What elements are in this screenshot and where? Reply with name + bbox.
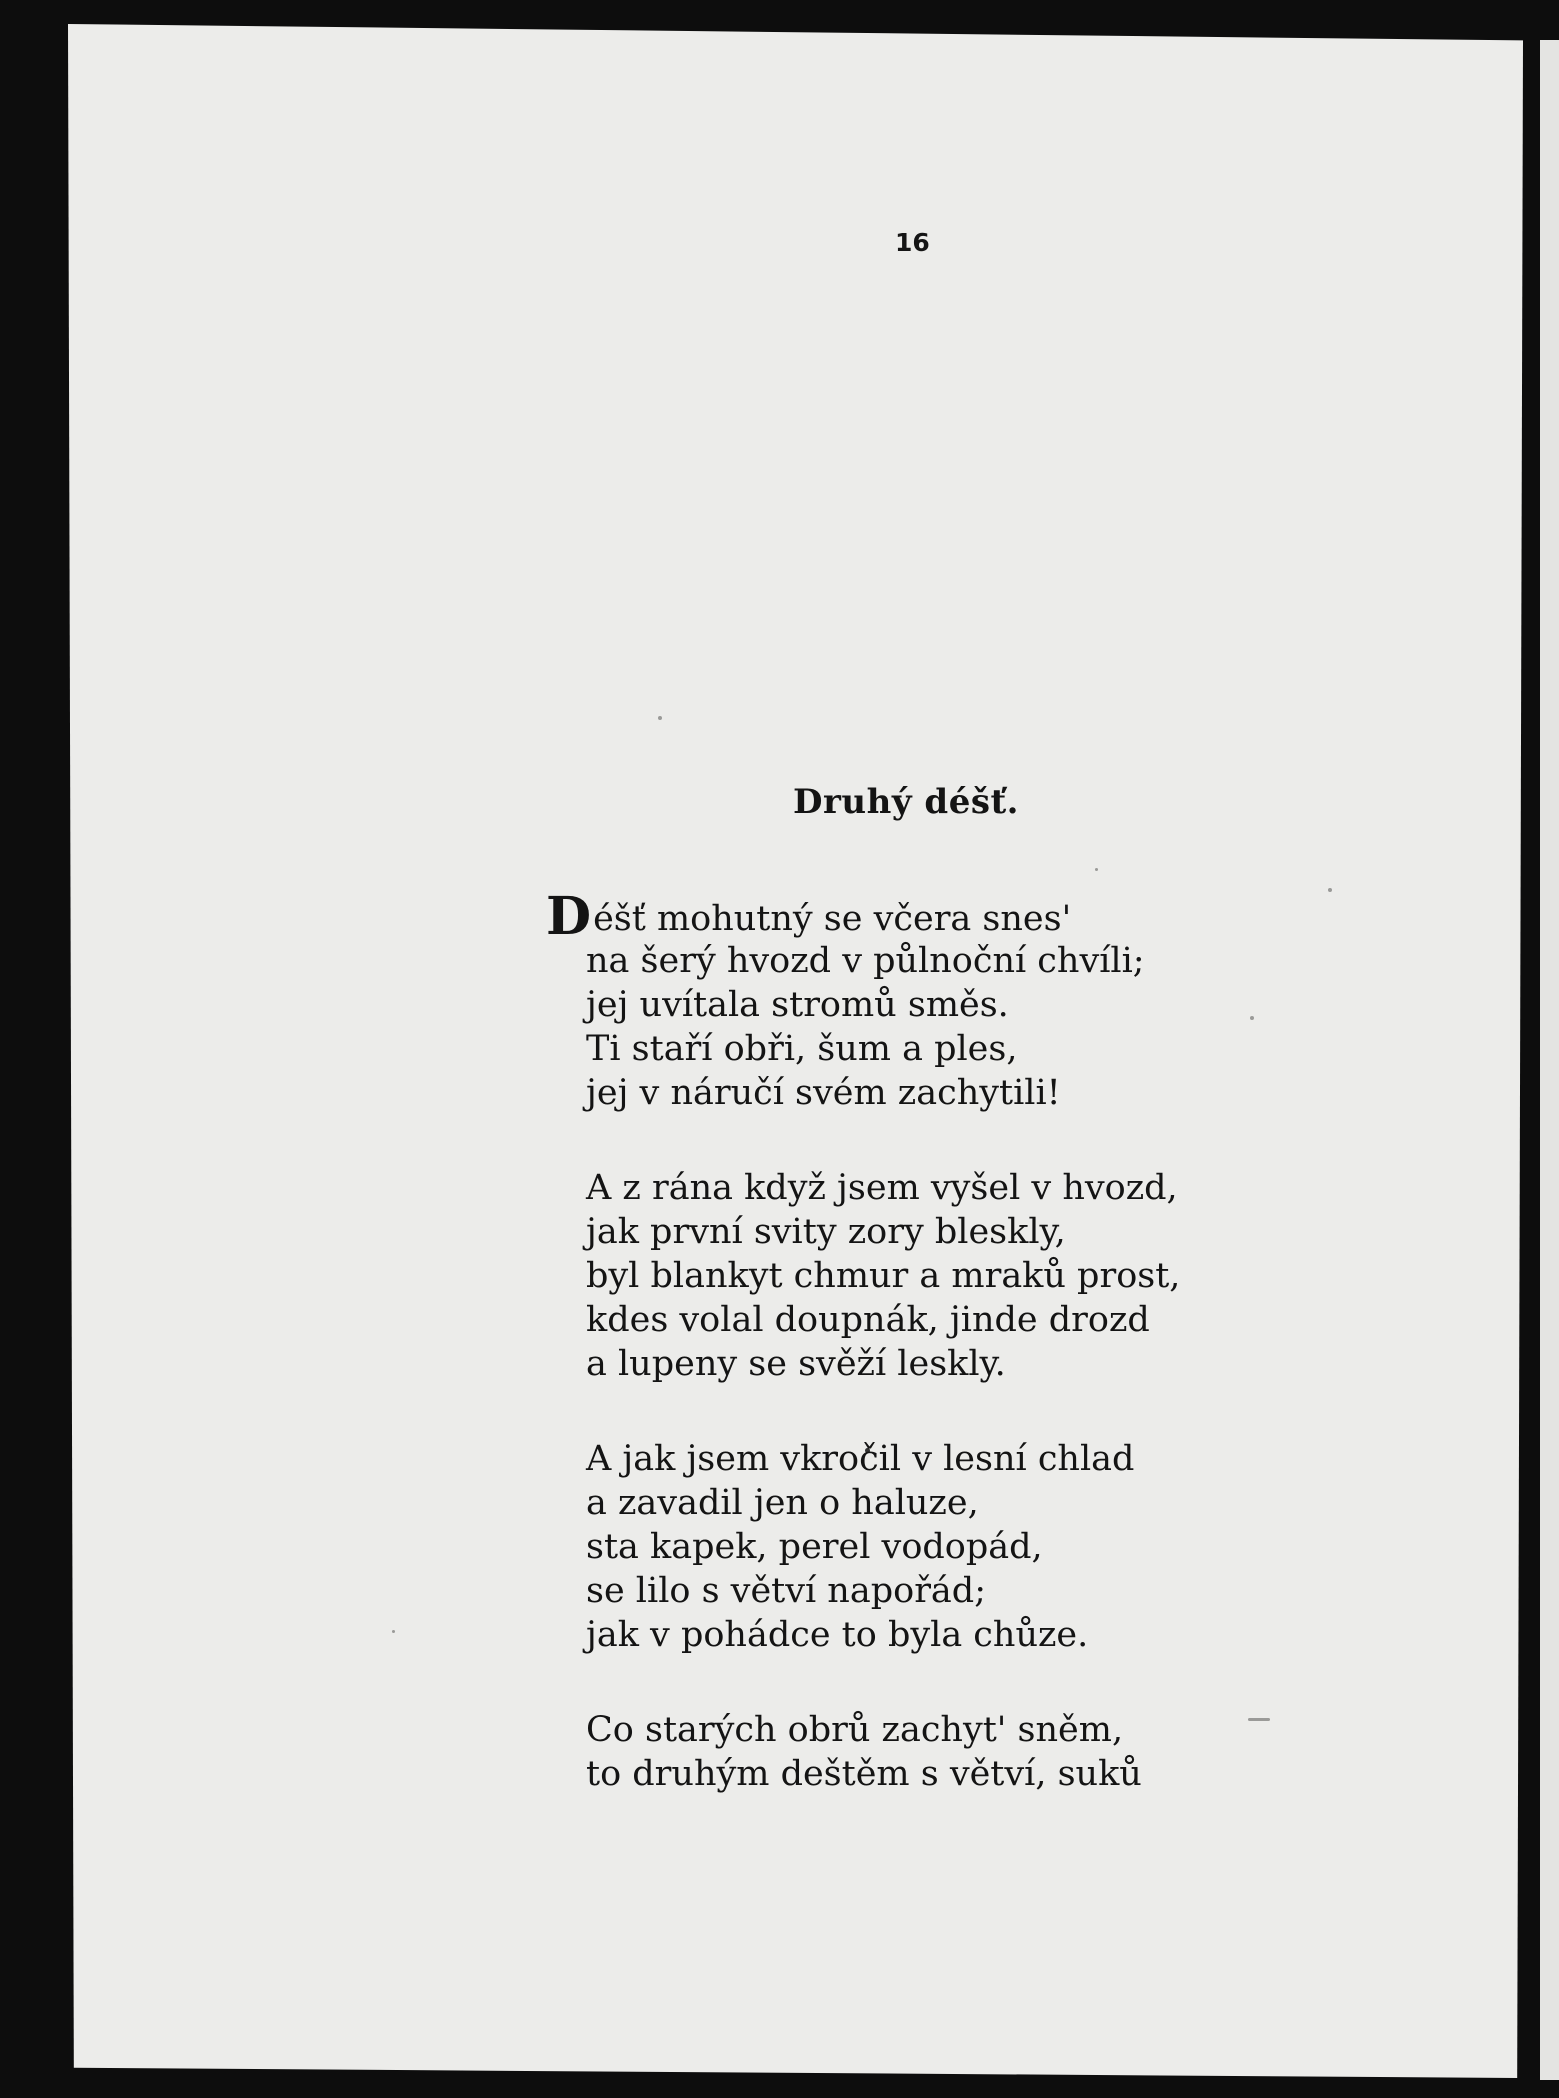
paper-speck [658,716,662,720]
drop-cap: D [546,886,592,947]
poem-line: sta kapek, perel vodopád, [586,1527,1043,1567]
poem-line: Co starých obrů zachyt' sněm, [586,1710,1124,1750]
poem-line: jej v náručí svém zachytili! [586,1073,1061,1113]
poem-line-text: éšť mohutný se včera snes' [593,899,1072,939]
poem-line: kdes volal doupnák, jinde drozd [586,1300,1150,1340]
stanza-1 [546,886,1486,1115]
paper-speck [1328,888,1332,892]
poem-line: to druhým deštěm s větví, suků [586,1754,1142,1794]
stanza-3 [586,1437,1486,1657]
stanza-2 [586,1166,1486,1386]
poem-line: se lilo s větví napořád; [586,1571,986,1611]
poem-line: na šerý hvozd v půlnoční chvíli; [586,941,1145,981]
adjacent-page-edge [1540,40,1559,2080]
poem-body [546,886,1486,1847]
paper-speck [392,1630,395,1633]
poem-line: A jak jsem vkročil v lesní chlad [586,1439,1135,1479]
poem-line: A z rána když jsem vyšel v hvozd, [586,1168,1178,1208]
poem-line: jak v pohádce to byla chůze. [586,1615,1089,1655]
poem-line: jak první svity zory bleskly, [586,1212,1066,1252]
poem-line: jej uvítala stromů směs. [586,985,1009,1025]
poem-line: a lupeny se svěží leskly. [586,1344,1006,1384]
poem-line [546,886,1486,947]
page-number: 16 [895,228,930,257]
poem-line: a zavadil jen o haluze, [586,1483,979,1523]
stanza-4 [586,1708,1486,1796]
poem-line: byl blankyt chmur a mraků prost, [586,1256,1181,1296]
poem-line: Ti staří obři, šum a ples, [586,1029,1018,1069]
paper-speck [1095,868,1098,871]
poem-title: Druhý déšť. [793,782,1020,822]
